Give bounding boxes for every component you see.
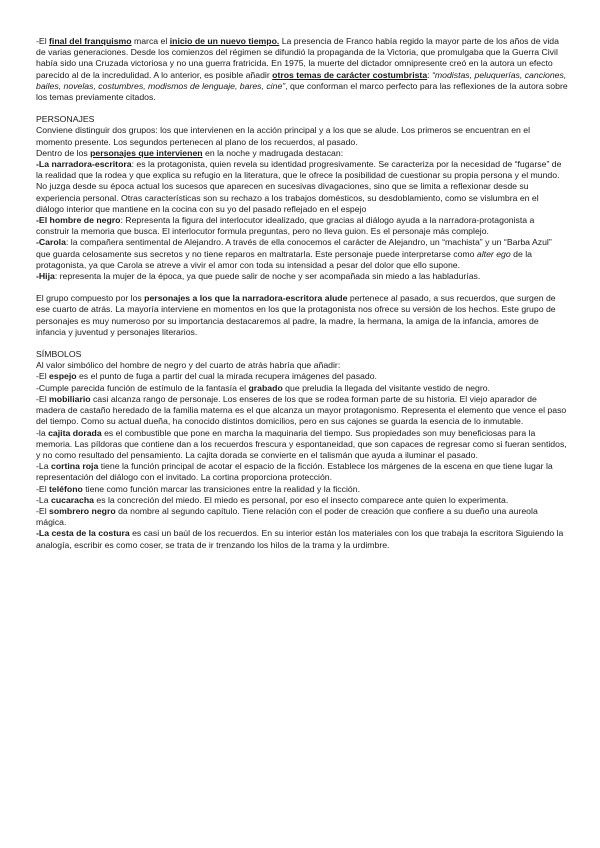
- personajes-intervienen-term: personajes que intervienen: [90, 147, 203, 158]
- espejo-item: [36, 371, 568, 382]
- telefono-term: teléfono: [49, 483, 83, 494]
- hombre-negro-item: [36, 215, 568, 237]
- carola-italic: alter ego: [476, 248, 511, 259]
- document-page: [36, 36, 568, 551]
- grupo-pre: El grupo compuesto por los: [36, 293, 145, 304]
- sombrero-text: da nombre al segundo capítulo. Tiene relación con el poder de creación que confiere a su dueño una aureola mágica.: [36, 505, 538, 528]
- cesta-text: es casi un baúl de los recuerdos. En su interior están los materiales con los que trabaja la escritora Siguiendo la analogía, escribir es como coser, se trata de ir trenzando los hilos de la trama y la urdimbre.: [36, 528, 564, 550]
- grabado-item: [36, 383, 568, 394]
- cucaracha-item: [36, 495, 568, 506]
- intro-text-2: , que conforman el marco perfecto para las reflexiones de la autora sobre los temas previamente citados.: [36, 80, 568, 103]
- p2-post: en la noche y madrugada destacan:: [202, 147, 344, 158]
- narradora-item: [36, 159, 568, 215]
- hombre-negro-text: : Representa la figura del interlocutor idealizado, que gracias al diálogo ayuda a la narradora-protagonista a construir la memoria que busca. El interlocutor formula preguntas, pero no lleva guion. Es el personaje más complejo.: [36, 215, 535, 237]
- simbolos-heading: SÍMBOLOS: [36, 349, 82, 360]
- carola-item: [36, 237, 568, 271]
- intro-lead: -El: [36, 36, 50, 46]
- carola-text-2: de la protagonista, ya que Carola se atreve a vivir el amor con toda su intensidad a pesar del dolor que ello supone.: [36, 248, 532, 270]
- personajes-heading: PERSONAJES: [36, 114, 95, 125]
- cajita-pre: -la: [36, 427, 49, 438]
- narradora-text: : es la protagonista, quien revela su identidad progresivamente. Se caracteriza por la necesidad de “fugarse” de la realidad que la rodea y que explica su refugio en la literatura, que le ofrece la posibilidad de cuestionar su propia persona y el mundo. No juzga desde su época actual los sucesos que aparecen en sucesivas divagaciones, sino que se limita a reflexionar desde su experiencia personal. Otras características son su rechazo a los trabajos domésticos, su desdoblamiento, como se vislumbra en el diálogo interior que mantiene en la cocina con su yo del pasado reflejado en el espejo: [36, 159, 562, 214]
- intro-marca: marca el: [131, 36, 170, 46]
- mobiliario-text: casi alcanza rango de personaje. Los enseres de los que se rodea forman parte de su historia. El viejo aparador de madera de castaño heredado de la familia materna es el que alcanza un mayor protagonismo. Representa el elemento que vence el paso del tiempo. Como su actual dueña, ha conocido distintos domicilios, pero en sus cajones se guarda la esencia de lo inmutable.: [36, 393, 567, 427]
- mobiliario-pre: -El: [36, 393, 50, 404]
- cucaracha-text: es la concreción del miedo. El miedo es personal, por eso el insecto comparece ante quien lo experimenta.: [93, 494, 509, 505]
- cajita-term: cajita dorada: [48, 427, 102, 438]
- hija-item: [36, 271, 568, 282]
- telefono-text: tiene como función marcar las transiciones entre la realidad y la ficción.: [82, 483, 360, 494]
- inicio-term: inicio de un nuevo tiempo.: [169, 36, 280, 46]
- grabado-pre: -Cumple parecida función de estímulo de la fantasía el: [36, 382, 249, 393]
- grabado-text: que preludia la llegada del visitante vestido de negro.: [282, 382, 490, 393]
- grupo-post: pertenece al pasado, a sus recuerdos, que surgen de ese cuarto de atrás. La mayoría interviene en momentos en los que la protagonista nos ofrece su versión de los hechos. Este grupo de personajes es muy numeroso por su importancia destacaremos al padre, la madre, la hermana, la amiga de la infancia, amores de infancia y juventud y personajes literarios.: [36, 293, 556, 337]
- p2-pre: Dentro de los: [36, 147, 91, 158]
- telefono-pre: -El: [36, 483, 50, 494]
- cesta-term: -La cesta de la costura: [36, 528, 130, 539]
- cortina-text: tiene la función principal de acotar el espacio de la ficción. Establece los márgenes de la escena en que tiene lugar la representación del diálogo con el invitado. La cortina proporciona protección.: [36, 461, 553, 483]
- cucaracha-term: cucaracha: [50, 494, 94, 505]
- final-franquismo-term: final del franquismo: [49, 36, 132, 46]
- hija-label: -Hija: [36, 271, 55, 282]
- intro-text-1: La presencia de Franco había regido la mayor parte de los años de vida de varias generaciones. Desde los comienzos del régimen se difundió la propaganda de la Victoria, que promulgaba que la Guerra Civil había sido una Cruzada victoriosa y no una guerra fratricida. En 1975, la muerte del dictador omnipresente creó en la autora un efecto parecido al de la incredulidad. A lo anterior, es posible añadir: [36, 36, 559, 80]
- hija-text: : representa la mujer de la época, ya que puede salir de noche y ser acompañada sin miedo a las habladurías.: [54, 271, 481, 282]
- sombrero-term: sombrero negro: [49, 505, 116, 516]
- carola-text-1: : la compañera sentimental de Alejandro. A través de ella conocemos el carácter de Alejandro, un “machista” y un “Barba Azul” que guarda celosamente sus secretos y no tiene reparos en maltratarla. Este personaje puede interpretarse como: [36, 237, 552, 259]
- espejo-term: espejo: [49, 371, 77, 382]
- cortina-item: [36, 461, 568, 483]
- cajita-text: es el combustible que pone en marcha la maquinaria del tiempo. Sus propiedades son muy beneficiosas para la memoria. Las píldoras que contiene dan a los recuerdos frescura y espontaneidad, que son capaces de regresar como si fueran sentidos, y no como resultado del pensamiento. La cajita dorada se convierte en el talismán que ayuda a iluminar el pasado.: [36, 427, 567, 460]
- espejo-text: es el punto de fuga a partir del cual la mirada recupera imágenes del pasado.: [76, 371, 377, 382]
- personajes-paragraph-1: Conviene distinguir dos grupos: los que intervienen en la acción principal y a los que se alude. Los primeros se encuentran en el momento presente. Los segundos pertenecen al plano de los recuerdos, al pasado.: [36, 125, 531, 147]
- otros-temas-term: otros temas de carácter costumbrista: [272, 69, 428, 80]
- cortina-term: cortina roja: [50, 461, 99, 472]
- cucaracha-pre: -La: [36, 494, 51, 505]
- simbolos-intro: Al valor simbólico del hombre de negro y del cuarto de atrás habría que añadir:: [36, 360, 341, 371]
- grupo-paragraph: [36, 293, 568, 338]
- intro-paragraph: [36, 36, 568, 103]
- cortina-pre: -La: [36, 461, 51, 472]
- intro-quote: “modistas, peluquerías, canciones, bailes, novelas, costumbres, modismos de lenguaje, bares, cine”: [36, 69, 567, 91]
- carola-label: -Carola: [36, 237, 66, 248]
- narradora-label: -La narradora-escritora: [36, 159, 132, 170]
- sombrero-pre: -El: [36, 505, 50, 516]
- cajita-item: [36, 428, 568, 462]
- telefono-item: [36, 484, 568, 495]
- sombrero-item: [36, 506, 568, 528]
- mobiliario-item: [36, 394, 568, 428]
- intro-colon: :: [427, 69, 432, 80]
- mobiliario-term: mobiliario: [49, 393, 91, 404]
- grabado-term: grabado: [248, 382, 283, 393]
- espejo-pre: -El: [36, 371, 50, 382]
- personajes-paragraph-2: [36, 148, 568, 159]
- cesta-item: [36, 528, 568, 550]
- hombre-negro-label: -El hombre de negro: [36, 215, 121, 226]
- grupo-bold: personajes a los que la narradora-escritora alude: [144, 293, 348, 304]
